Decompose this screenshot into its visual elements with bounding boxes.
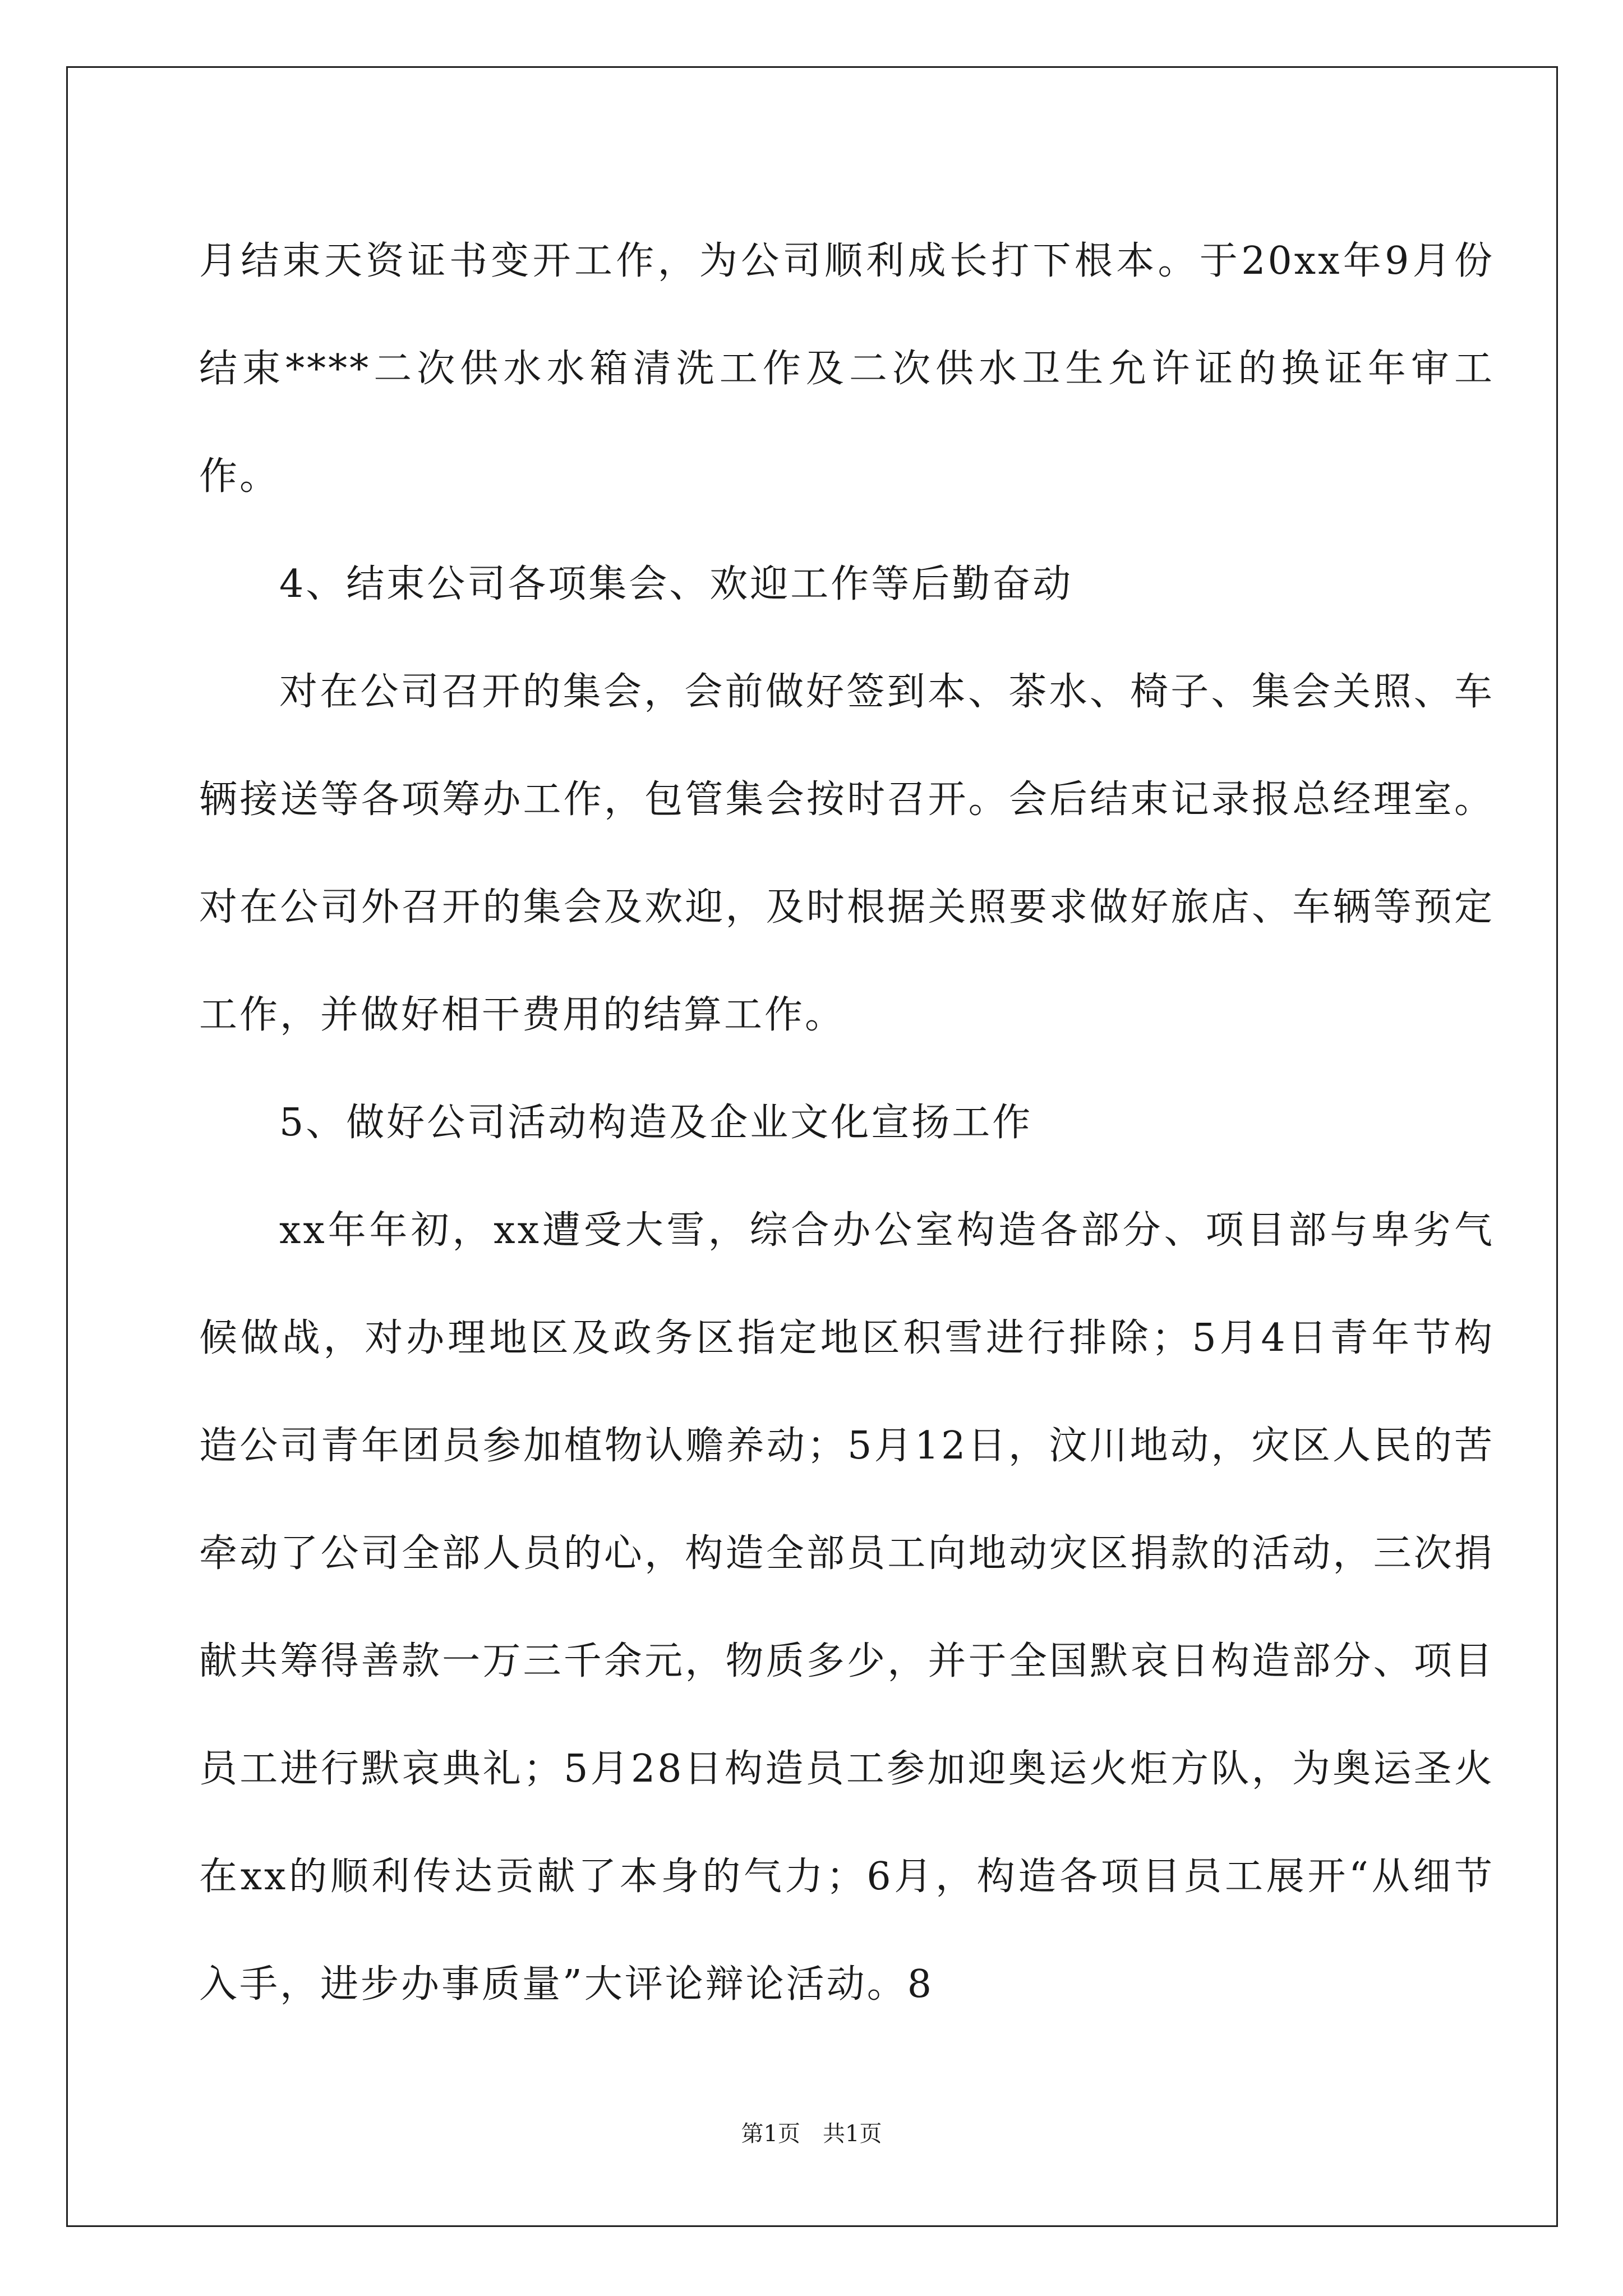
page-number-total: 共1页 <box>823 2121 882 2147</box>
document-body <box>199 208 1495 2039</box>
page-footer <box>0 2116 1623 2148</box>
page-number-current: 第1页 <box>741 2121 800 2147</box>
paragraph-3: 对在公司召开的集会，会前做好签到本、茶水、椅子、集会关照、车辆接送等各项筹办工作，包管集会按时召开。会后结束记录报总经理室。对在公司外召开的集会及欢迎，及时根据关照要求做好旅店、车辆等预定工作，并做好相干费用的结算工作。 <box>199 670 1495 1037</box>
paragraph-heading-5: 5、做好公司活动构造及企业文化宣扬工作 <box>279 1101 1033 1145</box>
paragraph-5: xx年年初，xx遭受大雪，综合办公室构造各部分、项目部与卑劣气候做战，对办理地区及政务区指定地区积雪进行排除；5月4日青年节构造公司青年团员参加植物认赡养动；5月12日，汶川地动，灾区人民的苦牵动了公司全部人员的心，构造全部员工向地动灾区捐款的活动，三次捐献共筹得善款一万三千余元，物质多少，并于全国默哀日构造部分、项目员工进行默哀典礼；5月28日构造员工参加迎奥运火炬方队，为奥运圣火在xx的顺利传达贡献了本身的气力；6月，构造各项目员工展开“从细节入手，进步办事质量”大评论辩论活动。8 <box>199 1208 1495 2007</box>
paragraph-1: 月结束天资证书变开工作，为公司顺利成长打下根本。于20xx年9月份结束****二次供水水箱清洗工作及二次供水卫生允许证的换证年审工作。 <box>199 239 1495 499</box>
paragraph-heading-4: 4、结束公司各项集会、欢迎工作等后勤奋动 <box>279 562 1073 606</box>
